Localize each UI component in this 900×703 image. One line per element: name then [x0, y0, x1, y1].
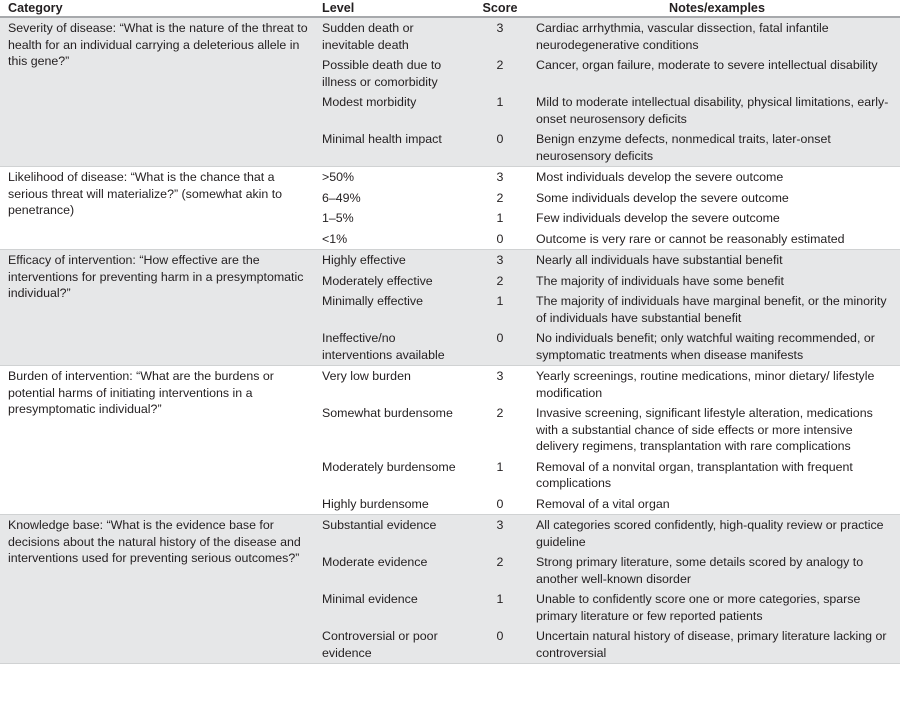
group-knowledge-base [0, 515, 900, 664]
notes-cell: Cardiac arrhythmia, vascular dissection, fatal infantile neurodegenerative conditions [534, 17, 900, 55]
level-cell: Minimal health impact [314, 129, 466, 167]
score-cell: 0 [466, 494, 534, 515]
table-header [0, 0, 900, 17]
score-cell: 0 [466, 229, 534, 250]
level-cell: Sudden death or inevitable death [314, 17, 466, 55]
level-cell: Highly burdensome [314, 494, 466, 515]
score-cell: 1 [466, 457, 534, 494]
level-cell: 1–5% [314, 208, 466, 229]
score-cell: 3 [466, 167, 534, 188]
category-cell: Knowledge base: “What is the evidence base for decisions about the natural history of the disease and interventions used for preventing serious outcomes?” [0, 515, 314, 664]
level-cell: Very low burden [314, 366, 466, 404]
notes-cell: Some individuals develop the severe outcome [534, 188, 900, 209]
notes-cell: Outcome is very rare or cannot be reasonably estimated [534, 229, 900, 250]
score-cell: 3 [466, 17, 534, 55]
notes-cell: The majority of individuals have marginal benefit, or the minority of individuals have substantial benefit [534, 291, 900, 328]
table-row [0, 17, 900, 55]
header-notes: Notes/examples [534, 0, 900, 17]
score-cell: 2 [466, 188, 534, 209]
score-cell: 0 [466, 626, 534, 664]
category-cell: Severity of disease: “What is the nature of the threat to health for an individual carrying a deleterious allele in this gene?” [0, 17, 314, 167]
notes-cell: The majority of individuals have some benefit [534, 271, 900, 292]
group-efficacy [0, 250, 900, 366]
level-cell: Moderately effective [314, 271, 466, 292]
notes-cell: Few individuals develop the severe outcome [534, 208, 900, 229]
score-cell: 3 [466, 515, 534, 553]
table-row [0, 366, 900, 404]
notes-cell: Benign enzyme defects, nonmedical traits, later-onset neurosensory deficits [534, 129, 900, 167]
level-cell: Highly effective [314, 250, 466, 271]
level-cell: Moderate evidence [314, 552, 466, 589]
notes-cell: Mild to moderate intellectual disability, physical limitations, early-onset neurosensory deficits [534, 92, 900, 129]
header-score: Score [466, 0, 534, 17]
notes-cell: Removal of a nonvital organ, transplantation with frequent complications [534, 457, 900, 494]
level-cell: Possible death due to illness or comorbidity [314, 55, 466, 92]
score-cell: 2 [466, 271, 534, 292]
category-cell: Burden of intervention: “What are the burdens or potential harms of initiating interventions in a presymptomatic individual?” [0, 366, 314, 515]
level-cell: Somewhat burdensome [314, 403, 466, 457]
notes-cell: Unable to confidently score one or more categories, sparse primary literature or few reported patients [534, 589, 900, 626]
group-severity [0, 17, 900, 167]
notes-cell: No individuals benefit; only watchful waiting recommended, or symptomatic treatments when disease manifests [534, 328, 900, 366]
notes-cell: Invasive screening, significant lifestyle alteration, medications with a substantial chance of side effects or more intensive delivery regimens, transplantation with rare complications [534, 403, 900, 457]
level-cell: Controversial or poor evidence [314, 626, 466, 664]
header-level: Level [314, 0, 466, 17]
notes-cell: Strong primary literature, some details scored by analogy to another well-known disorder [534, 552, 900, 589]
notes-cell: Nearly all individuals have substantial benefit [534, 250, 900, 271]
score-cell: 3 [466, 366, 534, 404]
score-cell: 1 [466, 208, 534, 229]
notes-cell: Removal of a vital organ [534, 494, 900, 515]
level-cell: Minimal evidence [314, 589, 466, 626]
category-cell: Likelihood of disease: “What is the chance that a serious threat will materialize?” (somewhat akin to penetrance) [0, 167, 314, 250]
level-cell: >50% [314, 167, 466, 188]
score-cell: 2 [466, 403, 534, 457]
score-cell: 0 [466, 129, 534, 167]
level-cell: 6–49% [314, 188, 466, 209]
score-cell: 1 [466, 291, 534, 328]
notes-cell: Most individuals develop the severe outcome [534, 167, 900, 188]
score-cell: 2 [466, 55, 534, 92]
score-cell: 1 [466, 589, 534, 626]
score-cell: 0 [466, 328, 534, 366]
group-burden [0, 366, 900, 515]
level-cell: Moderately burdensome [314, 457, 466, 494]
table-row [0, 167, 900, 188]
level-cell: Substantial evidence [314, 515, 466, 553]
score-cell: 2 [466, 552, 534, 589]
notes-cell: Yearly screenings, routine medications, minor dietary/ lifestyle modification [534, 366, 900, 404]
level-cell: <1% [314, 229, 466, 250]
score-cell: 3 [466, 250, 534, 271]
table-row [0, 515, 900, 553]
notes-cell: Cancer, organ failure, moderate to severe intellectual disability [534, 55, 900, 92]
level-cell: Modest morbidity [314, 92, 466, 129]
notes-cell: Uncertain natural history of disease, primary literature lacking or controversial [534, 626, 900, 664]
header-category: Category [0, 0, 314, 17]
notes-cell: All categories scored confidently, high-quality review or practice guideline [534, 515, 900, 553]
level-cell: Ineffective/no interventions available [314, 328, 466, 366]
table-row [0, 250, 900, 271]
category-cell: Efficacy of intervention: “How effective are the interventions for preventing harm in a presymptomatic individual?” [0, 250, 314, 366]
group-likelihood [0, 167, 900, 250]
level-cell: Minimally effective [314, 291, 466, 328]
score-cell: 1 [466, 92, 534, 129]
